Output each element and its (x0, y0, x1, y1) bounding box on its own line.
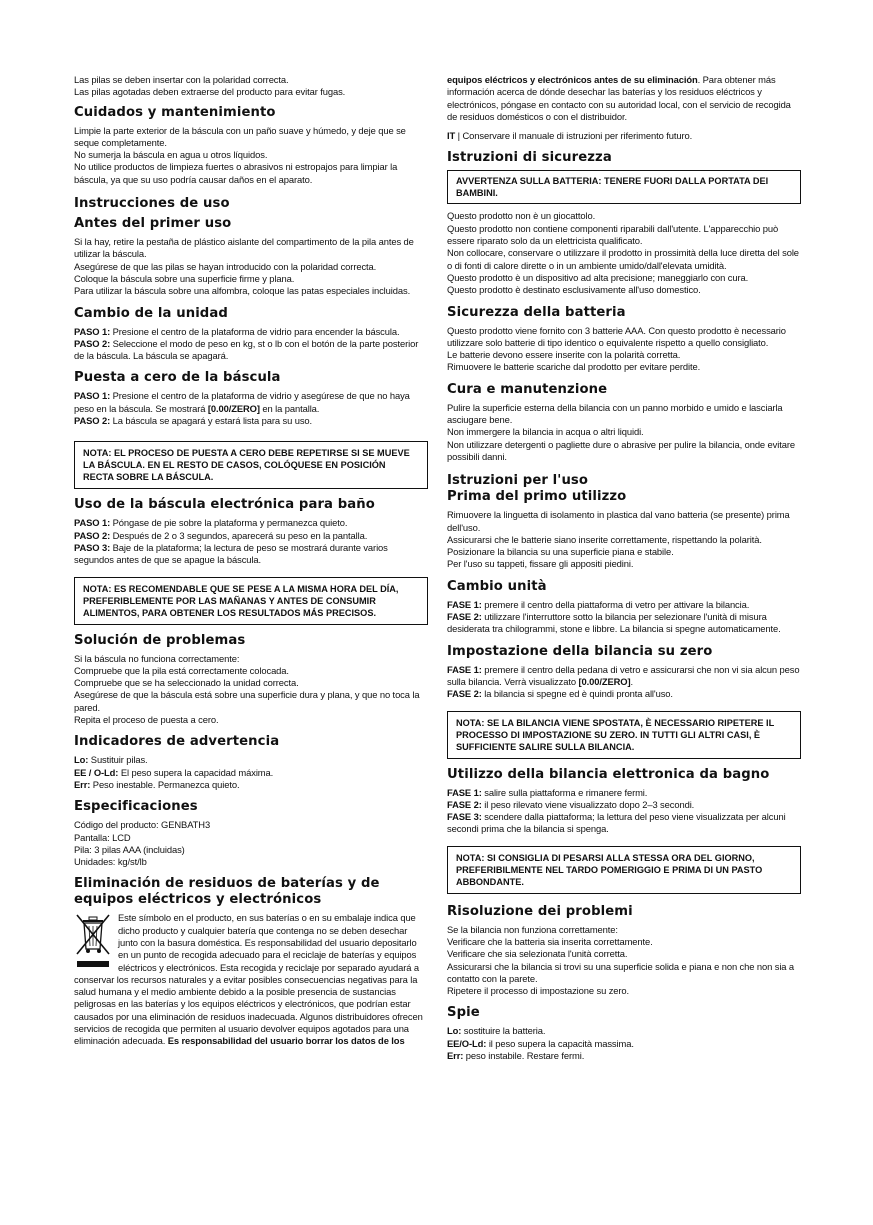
bath-step-1: FASE 1: salire sulla piattaforma e rimanere fermi. (447, 786, 648, 798)
zero-step-1: FASE 1: premere il centro della pedana di vetro e assicurarsi che non vi sia alcun peso sulla bilancia. Verrà visualizzato [0.00/ZERO]. (447, 663, 800, 687)
section-title-trouble: Risoluzione dei problemi (447, 903, 633, 919)
trouble-line: Repita el proceso de puesta a cero. (74, 714, 219, 726)
section-title-care: Cuidados y mantenimiento (74, 104, 276, 120)
disposal-continuation: equipos eléctricos y electrónicos antes de su eliminación. Para obtener más información acerca de dónde desechar las baterías y los residuos eléctricos y electrónicos, póngase en contacto con su autoridad local, con el servicio de recogida de residuos domésticos o con el distribuidor. (447, 74, 791, 122)
bath-step-2: PASO 2: Después de 2 o 3 segundos, aparecerá su peso en la pantalla. (74, 529, 368, 541)
trouble-line: Compruebe que la pila está correctamente colocada. (74, 664, 289, 676)
trouble-line: Verificare che la batteria sia inserita correttamente. (447, 935, 653, 947)
first-use-line: Coloque la báscula sobre una superficie firme y plana. (74, 272, 295, 284)
care-line: Limpie la parte exterior de la báscula con un paño suave y húmedo, y deje que se seque completamente. (74, 124, 406, 148)
section-title-zero: Impostazione della bilancia su zero (447, 643, 713, 659)
first-use-line: Per l'uso su tappeti, fissare gli appositi piedini. (447, 558, 634, 570)
first-use-line: Asegúrese de que las pilas se hayan introducido con la polaridad correcta. (74, 260, 377, 272)
safety-line: Questo prodotto non è un giocattolo. (447, 210, 596, 222)
battery-line: Le batterie devono essere inserite con la polarità corretta. (447, 349, 681, 361)
section-title-spec: Especificaciones (74, 799, 198, 815)
section-title-disposal: Eliminación de residuos de baterías y de equipos eléctricos y electrónicos (74, 876, 380, 908)
language-line: IT | Conservare il manuale di istruzioni per riferimento futuro. (447, 130, 693, 142)
section-title-unit: Cambio unità (447, 578, 547, 594)
warn-line: EE / O-Ld: El peso supera la capacidad máxima. (74, 766, 274, 778)
care-line: Non utilizzare detergenti o pagliette dure o abrasive per pulire la bilancia, onde evitare possibili danni. (447, 438, 795, 462)
section-title-safety: Istruzioni di sicurezza (447, 150, 612, 166)
section-title-unit: Cambio de la unidad (74, 305, 228, 321)
battery-line: Rimuovere le batterie scariche dal prodotto per evitare perdite. (447, 361, 701, 373)
first-use-line: Rimuovere la linguetta di isolamento in plastica dal vano batteria (se presente) prima dell'uso. (447, 509, 790, 533)
spec-line: Código del producto: GENBATH3 (74, 819, 211, 831)
section-title-warn: Spie (447, 1005, 480, 1021)
care-line: No utilice productos de limpieza fuertes o abrasivos ni estropajos para limpiar la báscula, ya que su uso podría causar daños en el aparato. (74, 161, 398, 185)
safety-line: Non collocare, conservare o utilizzare il prodotto in prossimità della luce diretta del sole o di fonti di calore dirette o in un ambiente umido/dall'elevata umidità. (447, 247, 799, 271)
warn-line: Lo: Sustituir pilas. (74, 754, 148, 766)
bath-note: NOTA: SI CONSIGLIA DI PESARSI ALLA STESSA ORA DEL GIORNO, PREFERIBILMENTE NEL TARDO POMERIGGIO E PRIMA DI UN PASTO ABBONDANTE. (447, 846, 801, 894)
safety-line: Questo prodotto è destinato esclusivamente all'uso domestico. (447, 284, 701, 296)
zero-note: NOTA: SE LA BILANCIA VIENE SPOSTATA, È NECESSARIO RIPETERE IL PROCESSO DI IMPOSTAZIONE SU ZERO. IN TUTTI GLI ALTRI CASI, È SUFFICIENTE SALIRE SULLA BILANCIA. (447, 711, 801, 759)
care-line: Pulire la superficie esterna della bilancia con un panno morbido e umido e lasciarla asciugare bene. (447, 401, 783, 426)
first-use-line: Assicurarsi che le batterie siano inserite correttamente, rispettando la polarità. (447, 533, 762, 545)
section-title-bath: Uso de la báscula electrónica para baño (74, 497, 375, 513)
spec-line: Pila: 3 pilas AAA (incluidas) (74, 843, 185, 855)
trouble-line: Verificare che sia selezionata l'unità corretta. (447, 948, 628, 960)
section-title-zero: Puesta a cero de la báscula (74, 370, 281, 386)
warn-line: EE/O-Ld: il peso supera la capacità massima. (447, 1037, 634, 1049)
unit-step-1: PASO 1: Presione el centro de la plataforma de vidrio para encender la báscula. (74, 325, 400, 337)
spec-line: Unidades: kg/st/lb (74, 856, 147, 868)
warn-line: Lo: sostituire la batteria. (447, 1025, 546, 1037)
intro-line: Las pilas se deben insertar con la polaridad correcta. (74, 74, 289, 85)
battery-line: Questo prodotto viene fornito con 3 batterie AAA. Con questo prodotto è necessario utilizzare solo batterie di tipo identico o equivalente rispetto a quello consigliato. (447, 324, 786, 348)
section-title-battery: Sicurezza della batteria (447, 304, 626, 320)
safety-line: Questo prodotto è un dispositivo ad alta precisione; maneggiarlo con cura. (447, 271, 749, 283)
unit-step-2: FASE 2: utilizzare l'interruttore sotto la bilancia per selezionare l'unità di misura desiderata tra chilogrammi, stone e libbre. La bilancia si spegne automaticamente. (447, 611, 781, 635)
first-use-line: Para utilizar la báscula sobre una alfombra, coloque las patas especiales incluidas. (74, 285, 411, 297)
bath-step-3: FASE 3: scendere dalla piattaforma; la lettura del peso viene visualizzata per alcuni secondi prima che la bilancia si spenga. (447, 811, 786, 835)
bath-step-1: PASO 1: Póngase de pie sobre la plataforma y permanezca quieto. (74, 517, 348, 529)
zero-step-2: PASO 2: La báscula se apagará y estará lista para su uso. (74, 415, 313, 427)
section-title-usage: Instrucciones de uso (74, 196, 230, 212)
crossed-bin-icon (74, 912, 112, 973)
warn-line: Err: peso instabile. Restare fermi. (447, 1050, 585, 1062)
warn-line: Err: Peso inestable. Permanezca quieto. (74, 778, 240, 790)
section-title-first-use: Antes del primer uso (74, 216, 232, 232)
trouble-line: Ripetere il processo di impostazione su zero. (447, 985, 630, 997)
bath-step-2: FASE 2: il peso rilevato viene visualizzato dopo 2–3 secondi. (447, 798, 695, 810)
section-title-care: Cura e manutenzione (447, 381, 608, 397)
unit-step-1: FASE 1: premere il centro della piattaforma di vetro per attivare la bilancia. (447, 598, 750, 610)
section-title-usage: Istruzioni per l'uso (447, 473, 589, 489)
trouble-line: Se la bilancia non funziona correttamente: (447, 923, 618, 935)
intro-line: Las pilas agotadas deben extraerse del producto para evitar fugas. (74, 86, 346, 98)
zero-step-1: PASO 1: Presione el centro de la plataforma de vidrio y asegúrese de que no haya peso en la báscula. Se mostrará [0.00/ZERO] en la pantalla. (74, 390, 410, 414)
trouble-line: Assicurarsi che la bilancia si trovi su una superficie solida e piana e non che non sia a contatto con la parete. (447, 960, 795, 984)
italian-column (447, 74, 801, 1062)
zero-step-2: FASE 2: la bilancia si spegne ed è quindi pronta all'uso. (447, 688, 673, 700)
spec-line: Pantalla: LCD (74, 831, 131, 843)
safety-line: Questo prodotto non contiene componenti riparabili dall'utente. L'apparecchio può essere riparato solo da un elettricista qualificato. (447, 222, 779, 247)
trouble-line: Si la báscula no funciona correctamente: (74, 652, 240, 664)
bath-step-3: PASO 3: Baje de la plataforma; la lectura de peso se mostrará durante varios segundos antes de que se apague la báscula. (74, 541, 388, 566)
trouble-line: Compruebe que se ha seleccionado la unidad correcta. (74, 677, 299, 689)
zero-note: NOTA: EL PROCESO DE PUESTA A CERO DEBE REPETIRSE SI SE MUEVE LA BÁSCULA. EN EL RESTO DE CASOS, COLÓQUESE EN POSICIÓN RECTA SOBRE LA BÁSCULA. (74, 441, 428, 489)
care-line: No sumerja la báscula en agua u otros líquidos. (74, 149, 268, 161)
section-title-first-use: Prima del primo utilizzo (447, 489, 627, 505)
section-title-bath: Utilizzo della bilancia elettronica da bagno (447, 766, 770, 782)
section-title-warn: Indicadores de advertencia (74, 734, 280, 750)
battery-warning-note: AVVERTENZA SULLA BATTERIA: TENERE FUORI DALLA PORTATA DEI BAMBINI. (447, 170, 801, 204)
first-use-line: Posizionare la bilancia su una superficie piana e stabile. (447, 546, 674, 558)
first-use-line: Si la hay, retire la pestaña de plástico aislante del compartimento de la pila antes de utilizar la báscula. (74, 236, 414, 260)
spanish-column (74, 74, 428, 1048)
section-title-trouble: Solución de problemas (74, 632, 246, 648)
disposal-text: Este símbolo en el producto, en sus baterías o en su embalaje indica que dicho producto y cualquier batería que contenga no se deben desechar junto con la basura doméstica. Es responsabilidad del usuario depositarlo en un punto de recogida adecuado para el reciclaje de baterías y equipos eléctricos y electrónicos. Esta recogida y reciclaje por separado ayudará a (118, 912, 419, 973)
bath-note: NOTA: ES RECOMENDABLE QUE SE PESE A LA MISMA HORA DEL DÍA, PREFERIBLEMENTE POR LAS MAÑANAS Y ANTES DE CONSUMIR ALIMENTOS, PARA OBTENER LOS RESULTADOS MÁS PRECISOS. (74, 577, 428, 625)
disposal-text-cont: conservar los recursos naturales y a evitar posibles consecuencias negativas para la salud humana y el medio ambiente debido a la posible presencia de sustancias peligrosas en las baterías y los equipos eléctricos y electrónicos, que podrían estar causados por una eliminación de residuos inadecuada. Algunos distribuidores ofrecen servicios de recogida que permiten al usuario devolver equipos agotados para una eliminación adecuada. Es responsabilidad del usuario borrar los datos de los (74, 973, 423, 1047)
care-line: Non immergere la bilancia in acqua o altri liquidi. (447, 426, 644, 438)
disposal-block (74, 912, 428, 973)
trouble-line: Asegúrese de que la báscula está sobre una superficie dura y plana, y que no toca la pared. (74, 689, 420, 713)
unit-step-2: PASO 2: Seleccione el modo de peso en kg, st o lb con el botón de la parte posterior de la báscula. La báscula se apagará. (74, 337, 419, 362)
